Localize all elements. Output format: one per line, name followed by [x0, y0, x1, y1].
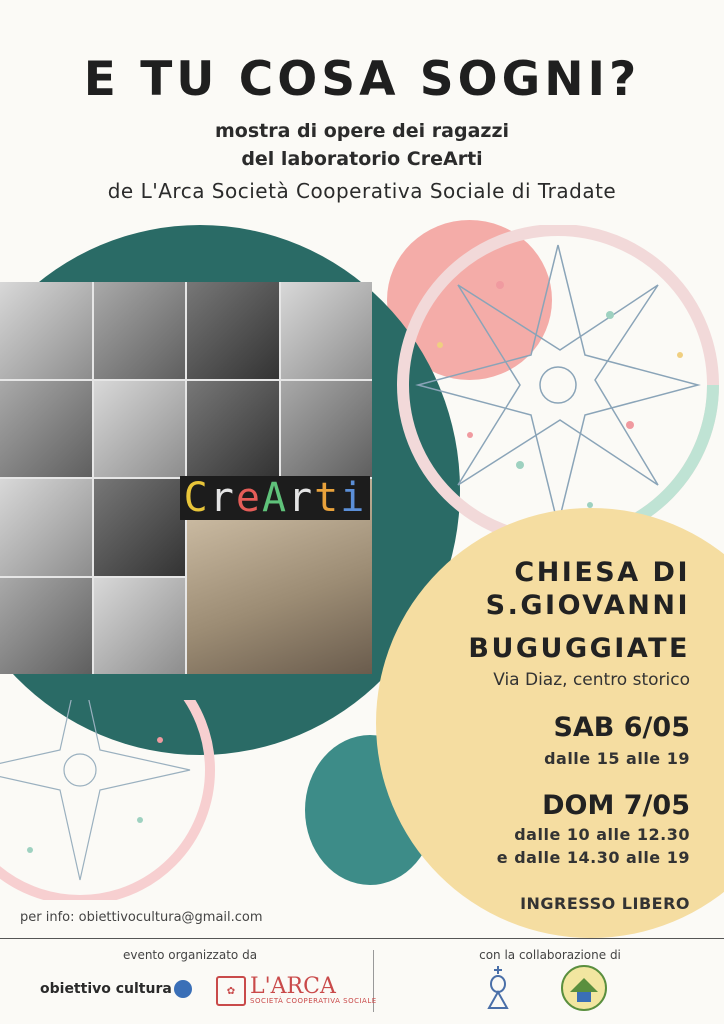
portrait-photo	[0, 282, 92, 379]
portrait-photo	[0, 381, 92, 478]
day1-hours: dalle 15 alle 19	[544, 749, 690, 768]
portrait-photo	[187, 282, 279, 379]
arca-icon: ✿	[216, 976, 246, 1006]
church-crest-icon	[485, 964, 511, 1010]
portrait-photo	[94, 381, 186, 478]
obiettivo-cultura-logo: obiettivo cultura	[40, 980, 192, 998]
town-label: BUGUGGIATE	[468, 633, 690, 664]
subtitle-line-1: mostra di opere dei ragazzi	[214, 120, 510, 142]
crearti-logo: C r e A r t i	[180, 476, 370, 520]
organized-by-label: evento organizzato da	[122, 948, 258, 962]
day2-label: DOM 7/05	[542, 790, 690, 821]
portrait-photo	[0, 578, 92, 675]
portrait-photo	[94, 282, 186, 379]
logo-dot-icon	[174, 980, 192, 998]
portrait-photo	[281, 381, 373, 478]
dreamcatcher-bottom-icon	[0, 700, 240, 900]
arca-logo: ✿ L'ARCA SOCIETÀ COOPERATIVA SOCIALE	[216, 976, 377, 1006]
portrait-photo	[281, 282, 373, 379]
day2-block	[430, 790, 690, 867]
portrait-photo	[0, 479, 92, 576]
address-label: Via Diaz, centro storico	[493, 670, 690, 690]
day2-hours-2: e dalle 14.30 alle 19	[496, 848, 690, 867]
info-email: per info: obiettivocultura@gmail.com	[20, 910, 263, 925]
footer-divider	[0, 938, 724, 939]
venue-line-1: CHIESA DI	[514, 557, 690, 588]
subtitle-line-2: del laboratorio CreArti	[241, 148, 483, 170]
day1-label: SAB 6/05	[553, 712, 690, 743]
day1-block	[430, 712, 690, 768]
poster-title: E TU COSA SOGNI?	[83, 52, 641, 107]
portrait-photo	[187, 381, 279, 478]
subtitle-line-3: de L'Arca Società Cooperativa Sociale di Tradate	[107, 179, 617, 203]
day2-hours-1: dalle 10 alle 12.30	[514, 825, 690, 844]
portrait-photo	[94, 578, 186, 675]
entry-label: INGRESSO LIBERO	[520, 894, 690, 913]
venue-line-2: S.GIOVANNI	[485, 590, 690, 621]
collaboration-label: con la collaborazione di	[479, 948, 621, 962]
portrait-photo	[94, 479, 186, 576]
dreamcatcher-icon	[380, 225, 724, 545]
venue-block	[430, 556, 690, 622]
proloco-buguggiate-logo-icon	[560, 964, 608, 1012]
